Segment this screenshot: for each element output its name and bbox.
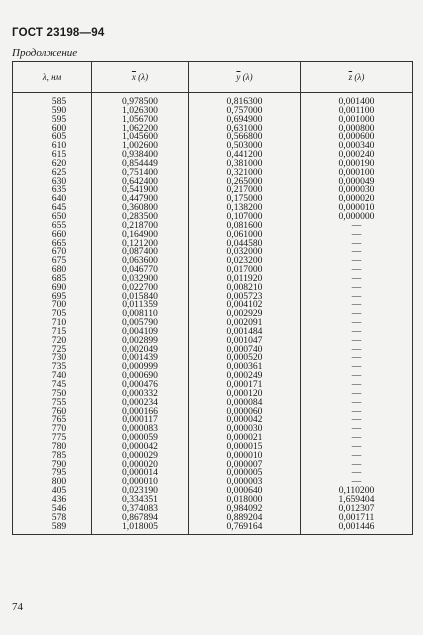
cell-y: 0,000249 — [189, 372, 301, 381]
cell-y: 0,023200 — [189, 257, 301, 266]
cell-y: 0,000003 — [189, 478, 301, 487]
cell-x: 0,023190 — [92, 487, 189, 496]
cell-z: 0,000010 — [301, 204, 413, 213]
data-table — [12, 61, 413, 535]
cell-y: 0,004102 — [189, 301, 301, 310]
cell-z: 0,000340 — [301, 142, 413, 151]
cell-wavelength: 546 — [13, 505, 92, 514]
cell-z: — — [301, 399, 413, 408]
cell-y: 0,000015 — [189, 443, 301, 452]
cell-wavelength: 695 — [13, 293, 92, 302]
cell-x: 0,004109 — [92, 328, 189, 337]
cell-wavelength: 405 — [13, 487, 92, 496]
cell-wavelength: 765 — [13, 416, 92, 425]
cell-x: 1,062200 — [92, 125, 189, 134]
cell-x: 0,000083 — [92, 425, 189, 434]
x-argument: (λ) — [135, 71, 149, 82]
y-argument: (λ) — [240, 71, 253, 82]
cell-x: 0,000029 — [92, 452, 189, 461]
cell-z: — — [301, 434, 413, 443]
cell-y: 0,000030 — [189, 425, 301, 434]
cell-wavelength: 610 — [13, 142, 92, 151]
cell-x: 0,005790 — [92, 319, 189, 328]
cell-x: 0,541900 — [92, 186, 189, 195]
cell-wavelength: 600 — [13, 125, 92, 134]
cell-wavelength: 770 — [13, 425, 92, 434]
cell-x: 0,000690 — [92, 372, 189, 381]
cell-y: 0,175000 — [189, 195, 301, 204]
cell-y: 0,769164 — [189, 523, 301, 535]
cell-y: 0,107000 — [189, 213, 301, 222]
cell-y: 0,000520 — [189, 354, 301, 363]
cell-z: — — [301, 266, 413, 275]
cell-x: 0,000166 — [92, 408, 189, 417]
cell-z: — — [301, 240, 413, 249]
cell-x: 0,283500 — [92, 213, 189, 222]
cell-wavelength: 589 — [13, 523, 92, 535]
cell-y: 0,000120 — [189, 390, 301, 399]
document-header: ГОСТ 23198—94 — [12, 27, 105, 39]
cell-wavelength: 650 — [13, 213, 92, 222]
cell-z: — — [301, 310, 413, 319]
cell-y: 0,018000 — [189, 496, 301, 505]
cell-wavelength: 700 — [13, 301, 92, 310]
cell-x: 0,447900 — [92, 195, 189, 204]
cell-wavelength: 690 — [13, 284, 92, 293]
cell-y: 0,001047 — [189, 337, 301, 346]
cell-y: 0,000021 — [189, 434, 301, 443]
cell-z: — — [301, 257, 413, 266]
cell-y: 0,000010 — [189, 452, 301, 461]
cell-wavelength: 578 — [13, 514, 92, 523]
z-argument: (λ) — [352, 71, 365, 82]
column-header-x — [92, 62, 189, 93]
cell-y: 0,000007 — [189, 461, 301, 470]
cell-x: 0,000332 — [92, 390, 189, 399]
cell-y: 0,984092 — [189, 505, 301, 514]
cell-wavelength: 630 — [13, 178, 92, 187]
cell-x: 0,087400 — [92, 248, 189, 257]
cell-z: 1,659404 — [301, 496, 413, 505]
cell-wavelength: 710 — [13, 319, 92, 328]
cell-y: 0,000361 — [189, 363, 301, 372]
cell-y: 0,032000 — [189, 248, 301, 257]
cell-wavelength: 615 — [13, 151, 92, 160]
cell-z: 0,001446 — [301, 523, 413, 535]
cell-z: — — [301, 301, 413, 310]
cell-x: 0,218700 — [92, 222, 189, 231]
cell-y: 0,138200 — [189, 204, 301, 213]
cell-x: 1,026300 — [92, 107, 189, 116]
cell-z: — — [301, 222, 413, 231]
cell-z: 0,000030 — [301, 186, 413, 195]
cell-wavelength: 755 — [13, 399, 92, 408]
cell-wavelength: 720 — [13, 337, 92, 346]
cell-y: 0,008210 — [189, 284, 301, 293]
cell-x: 0,011359 — [92, 301, 189, 310]
cell-wavelength: 605 — [13, 133, 92, 142]
cell-wavelength: 730 — [13, 354, 92, 363]
cell-z: 0,000190 — [301, 160, 413, 169]
cell-z: 0,000020 — [301, 195, 413, 204]
table-header-row — [13, 62, 413, 93]
cell-wavelength: 635 — [13, 186, 92, 195]
cell-x: 0,938400 — [92, 151, 189, 160]
cell-z: — — [301, 452, 413, 461]
cell-x: 0,000059 — [92, 434, 189, 443]
cell-x: 0,000014 — [92, 469, 189, 478]
cell-z: — — [301, 231, 413, 240]
cell-wavelength: 800 — [13, 478, 92, 487]
z-symbol: $\overline{z}$ — [348, 71, 353, 82]
cell-x: 1,002600 — [92, 142, 189, 151]
cell-y: 0,044580 — [189, 240, 301, 249]
cell-z: — — [301, 363, 413, 372]
cell-y: 0,000640 — [189, 487, 301, 496]
cell-wavelength: 775 — [13, 434, 92, 443]
cell-y: 0,061000 — [189, 231, 301, 240]
column-header-wavelength — [13, 62, 92, 93]
cell-z: 0,001711 — [301, 514, 413, 523]
cell-x: 0,867894 — [92, 514, 189, 523]
cell-z: 0,012307 — [301, 505, 413, 514]
cell-wavelength: 780 — [13, 443, 92, 452]
cell-wavelength: 715 — [13, 328, 92, 337]
cell-x: 0,000476 — [92, 381, 189, 390]
cell-y: 0,631000 — [189, 125, 301, 134]
cell-z: 0,000800 — [301, 125, 413, 134]
cell-y: 0,011920 — [189, 275, 301, 284]
cell-wavelength: 436 — [13, 496, 92, 505]
cell-x: 0,360800 — [92, 204, 189, 213]
cell-z: — — [301, 328, 413, 337]
cell-y: 0,503000 — [189, 142, 301, 151]
cell-wavelength: 790 — [13, 461, 92, 470]
cell-x: 0,978500 — [92, 93, 189, 107]
cell-y: 0,081600 — [189, 222, 301, 231]
cell-z: — — [301, 443, 413, 452]
cell-y: 0,000060 — [189, 408, 301, 417]
cell-wavelength: 725 — [13, 346, 92, 355]
cell-y: 0,265000 — [189, 178, 301, 187]
cell-z: — — [301, 275, 413, 284]
cell-y: 0,889204 — [189, 514, 301, 523]
cell-x: 1,045600 — [92, 133, 189, 142]
cell-z: — — [301, 284, 413, 293]
cell-y: 0,694900 — [189, 116, 301, 125]
cell-z: 0,001000 — [301, 116, 413, 125]
cell-z: — — [301, 354, 413, 363]
cell-y: 0,000005 — [189, 469, 301, 478]
cell-z: — — [301, 381, 413, 390]
cell-y: 0,000042 — [189, 416, 301, 425]
cell-y: 0,000084 — [189, 399, 301, 408]
cell-x: 0,032900 — [92, 275, 189, 284]
cell-z: — — [301, 461, 413, 470]
column-header-wavelength-label: λ, нм — [42, 71, 62, 82]
cell-x: 0,002899 — [92, 337, 189, 346]
cell-x: 0,008110 — [92, 310, 189, 319]
cell-x: 0,000020 — [92, 461, 189, 470]
cell-z: — — [301, 319, 413, 328]
cell-z: — — [301, 337, 413, 346]
cell-z: 0,001100 — [301, 107, 413, 116]
cell-wavelength: 705 — [13, 310, 92, 319]
cell-x: 0,000999 — [92, 363, 189, 372]
cell-wavelength: 680 — [13, 266, 92, 275]
cell-z: 0,000100 — [301, 169, 413, 178]
cell-wavelength: 795 — [13, 469, 92, 478]
cell-z: 0,001400 — [301, 93, 413, 107]
cell-z: — — [301, 293, 413, 302]
cell-z: — — [301, 469, 413, 478]
cell-z: — — [301, 346, 413, 355]
cell-wavelength: 640 — [13, 195, 92, 204]
table-row — [13, 523, 413, 535]
cell-x: 0,015840 — [92, 293, 189, 302]
cell-x: 0,063600 — [92, 257, 189, 266]
cell-x: 0,642400 — [92, 178, 189, 187]
cell-z: — — [301, 416, 413, 425]
cell-wavelength: 585 — [13, 93, 92, 107]
cell-x: 0,000042 — [92, 443, 189, 452]
cell-y: 0,000171 — [189, 381, 301, 390]
cell-x: 0,164900 — [92, 231, 189, 240]
cell-z: 0,000600 — [301, 133, 413, 142]
cell-z: 0,000000 — [301, 213, 413, 222]
cell-z: — — [301, 372, 413, 381]
cell-x: 0,022700 — [92, 284, 189, 293]
cell-x: 1,018005 — [92, 523, 189, 535]
cell-wavelength: 735 — [13, 363, 92, 372]
column-header-z — [301, 62, 413, 93]
cell-x: 1,056700 — [92, 116, 189, 125]
cell-y: 0,017000 — [189, 266, 301, 275]
cell-wavelength: 685 — [13, 275, 92, 284]
cell-x: 0,000117 — [92, 416, 189, 425]
cell-y: 0,381000 — [189, 160, 301, 169]
cell-x: 0,002049 — [92, 346, 189, 355]
table-body — [13, 93, 413, 535]
continuation-label: Продолжение — [12, 47, 78, 59]
cell-wavelength: 750 — [13, 390, 92, 399]
cell-y: 0,217000 — [189, 186, 301, 195]
cell-x: 0,854449 — [92, 160, 189, 169]
cell-z: — — [301, 390, 413, 399]
column-header-y — [189, 62, 301, 93]
cell-y: 0,001484 — [189, 328, 301, 337]
cell-y: 0,757000 — [189, 107, 301, 116]
cell-x: 0,121200 — [92, 240, 189, 249]
cell-x: 0,001439 — [92, 354, 189, 363]
cell-y: 0,566800 — [189, 133, 301, 142]
cell-wavelength: 645 — [13, 204, 92, 213]
cell-y: 0,005723 — [189, 293, 301, 302]
cell-z: — — [301, 478, 413, 487]
cell-x: 0,046770 — [92, 266, 189, 275]
cell-z: 0,000240 — [301, 151, 413, 160]
cell-wavelength: 740 — [13, 372, 92, 381]
cell-x: 0,000234 — [92, 399, 189, 408]
page-number: 74 — [12, 601, 23, 613]
cell-z: — — [301, 408, 413, 417]
cell-y: 0,816300 — [189, 93, 301, 107]
cell-wavelength: 655 — [13, 222, 92, 231]
cell-y: 0,000740 — [189, 346, 301, 355]
cell-wavelength: 665 — [13, 240, 92, 249]
cell-wavelength: 745 — [13, 381, 92, 390]
cell-x: 0,000010 — [92, 478, 189, 487]
cell-x: 0,334351 — [92, 496, 189, 505]
cell-z: 0,000049 — [301, 178, 413, 187]
cell-z: — — [301, 425, 413, 434]
x-symbol: $\overline{x}$ — [131, 71, 136, 82]
cell-wavelength: 620 — [13, 160, 92, 169]
cell-y: 0,441200 — [189, 151, 301, 160]
cell-y: 0,321000 — [189, 169, 301, 178]
cell-wavelength: 660 — [13, 231, 92, 240]
cell-wavelength: 675 — [13, 257, 92, 266]
cell-x: 0,374083 — [92, 505, 189, 514]
cell-y: 0,002091 — [189, 319, 301, 328]
y-symbol: $\overline{y}$ — [236, 71, 241, 82]
cell-wavelength: 595 — [13, 116, 92, 125]
cell-wavelength: 785 — [13, 452, 92, 461]
cell-y: 0,002929 — [189, 310, 301, 319]
cell-wavelength: 670 — [13, 248, 92, 257]
cell-wavelength: 590 — [13, 107, 92, 116]
cell-z: 0,110200 — [301, 487, 413, 496]
cell-x: 0,751400 — [92, 169, 189, 178]
cell-z: — — [301, 248, 413, 257]
cell-wavelength: 625 — [13, 169, 92, 178]
cell-wavelength: 760 — [13, 408, 92, 417]
